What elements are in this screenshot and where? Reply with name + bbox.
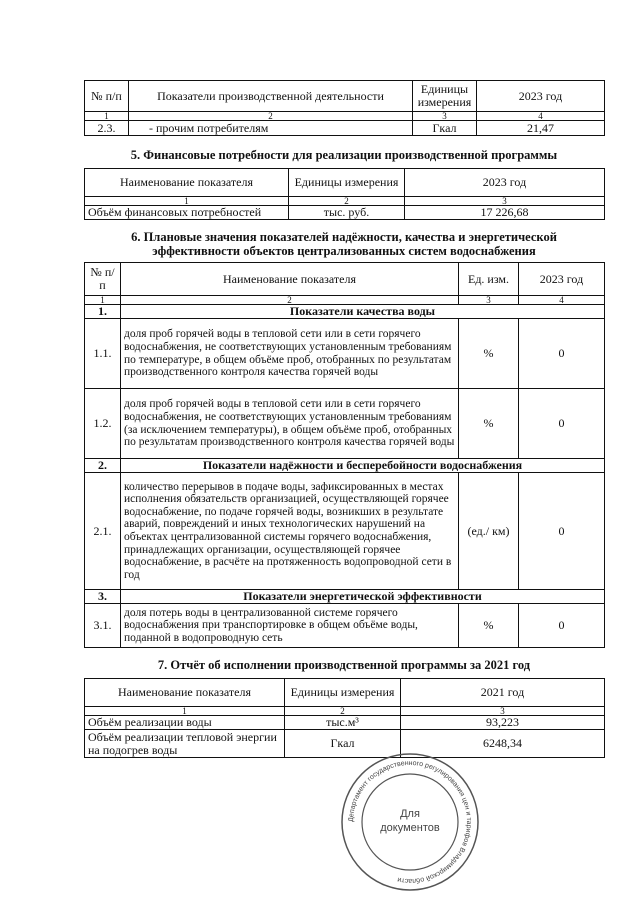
- row-value: 93,223: [401, 716, 605, 730]
- row-name: количество перерывов в подаче воды, зафиксированных в местах исполнения обязательств организацией, осуществляющей горячее водоснабжение, по подаче горячей воды, возникших в результате аварий, повреждений и иных технологических нарушений на объектах централизованной системы горячего водоснабжения, принадлежащих организации, осуществляющей горячее водоснабжение, в расчёте на протяженность водопроводной сети в год: [121, 473, 459, 590]
- col-number: 3: [405, 197, 605, 206]
- col-header-year: 2023 год: [405, 169, 605, 197]
- col-number: 3: [413, 112, 477, 121]
- section-5-title: 5. Финансовые потребности для реализации производственной программы: [130, 148, 558, 162]
- table-reliability-indicators: [84, 262, 605, 648]
- row-unit: тыс. руб.: [289, 206, 405, 220]
- col-number: 1: [85, 296, 121, 305]
- row-unit: (ед./ км): [459, 473, 519, 590]
- row-name: Объём реализации воды: [85, 716, 285, 730]
- col-number: 2: [289, 197, 405, 206]
- group-num: 3.: [85, 590, 121, 604]
- group-title: Показатели надёжности и бесперебойности водоснабжения: [121, 459, 605, 473]
- stamp-center-line1: Для: [400, 808, 420, 820]
- table-row: [85, 604, 605, 648]
- row-num: 2.3.: [85, 121, 129, 136]
- col-header-indicator: Наименование показателя: [85, 679, 285, 707]
- col-header-year: 2023 год: [519, 263, 605, 296]
- row-unit: %: [459, 604, 519, 648]
- row-unit: тыс.м³: [285, 716, 401, 730]
- col-number: 2: [121, 296, 459, 305]
- col-number: 3: [401, 707, 605, 716]
- col-header-year: 2021 год: [401, 679, 605, 707]
- col-number: 1: [85, 197, 289, 206]
- row-value: 21,47: [477, 121, 605, 136]
- col-number: 3: [459, 296, 519, 305]
- row-name: доля потерь воды в централизованной системе горячего водоснабжения при транспортировке в общем объёме воды, поданной в водопроводную сеть: [121, 604, 459, 648]
- row-unit: Гкал: [285, 730, 401, 758]
- stamp-center-line2: документов: [380, 822, 440, 834]
- row-unit: Гкал: [413, 121, 477, 136]
- row-name: доля проб горячей воды в тепловой сети или в сети горячего водоснабжения, не соответствующих установленным требованиям по температуре, в общем объёме проб, отобранных по результатам производственного контроля качества горячей воды: [121, 319, 459, 389]
- row-num: 1.2.: [85, 389, 121, 459]
- col-header-unit: Единицы измерения: [285, 679, 401, 707]
- official-stamp: [340, 752, 480, 892]
- group-title: Показатели энергетической эффективности: [121, 590, 605, 604]
- table-row: [85, 121, 605, 136]
- section-row: [85, 459, 605, 473]
- table-report-2021: [84, 678, 605, 758]
- section-6-title-line2: эффективности объектов централизованных систем водоснабжения: [152, 244, 536, 258]
- col-number: 1: [85, 707, 285, 716]
- row-num: 3.1.: [85, 604, 121, 648]
- row-value: 6248,34: [401, 730, 605, 758]
- section-row: [85, 590, 605, 604]
- col-number: 1: [85, 112, 129, 121]
- col-header-indicator: Наименование показателя: [85, 169, 289, 197]
- row-name: Объём финансовых потребностей: [85, 206, 289, 220]
- col-header-num: № п/п: [85, 263, 121, 296]
- table-production-indicators: [84, 80, 605, 136]
- col-header-indicator: Наименование показателя: [121, 263, 459, 296]
- group-num: 2.: [85, 459, 121, 473]
- col-header-num: № п/п: [85, 81, 129, 112]
- col-header-indicator: Показатели производственной деятельности: [129, 81, 413, 112]
- section-row: [85, 305, 605, 319]
- table-row: [85, 319, 605, 389]
- row-value: 0: [519, 604, 605, 648]
- row-unit: %: [459, 319, 519, 389]
- table-row: [85, 206, 605, 220]
- group-num: 1.: [85, 305, 121, 319]
- table-row: [85, 716, 605, 730]
- row-value: 0: [519, 319, 605, 389]
- stamp-ring-text: Департамент государственного регулирования цен и тарифов Владимирской области: [347, 759, 473, 885]
- row-value: 17 226,68: [405, 206, 605, 220]
- row-value: 0: [519, 473, 605, 590]
- section-6-title-line1: 6. Плановые значения показателей надёжности, качества и энергетической: [131, 230, 557, 244]
- group-title: Показатели качества воды: [121, 305, 605, 319]
- row-name: Объём реализации тепловой энергии на подогрев воды: [85, 730, 285, 758]
- section-7-title: 7. Отчёт об исполнении производственной программы за 2021 год: [157, 658, 531, 672]
- col-number: 2: [285, 707, 401, 716]
- row-value: 0: [519, 389, 605, 459]
- row-unit: %: [459, 389, 519, 459]
- row-num: 1.1.: [85, 319, 121, 389]
- section-6-title: [84, 230, 604, 258]
- row-name: - прочим потребителям: [129, 121, 413, 136]
- col-header-unit: Ед. изм.: [459, 263, 519, 296]
- col-number: 2: [129, 112, 413, 121]
- row-num: 2.1.: [85, 473, 121, 590]
- table-row: [85, 389, 605, 459]
- col-header-unit: Единицы измерения: [289, 169, 405, 197]
- col-number: 4: [477, 112, 605, 121]
- table-row: [85, 473, 605, 590]
- row-name: доля проб горячей воды в тепловой сети или в сети горячего водоснабжения, не соответствующих установленным требованиям (за исключением температуры), в общем объёме проб, отобранных по результатам производственного контроля качества горячей воды: [121, 389, 459, 459]
- col-header-unit: Единицы измерения: [413, 81, 477, 112]
- col-header-year: 2023 год: [477, 81, 605, 112]
- table-financial-needs: [84, 168, 605, 220]
- col-number: 4: [519, 296, 605, 305]
